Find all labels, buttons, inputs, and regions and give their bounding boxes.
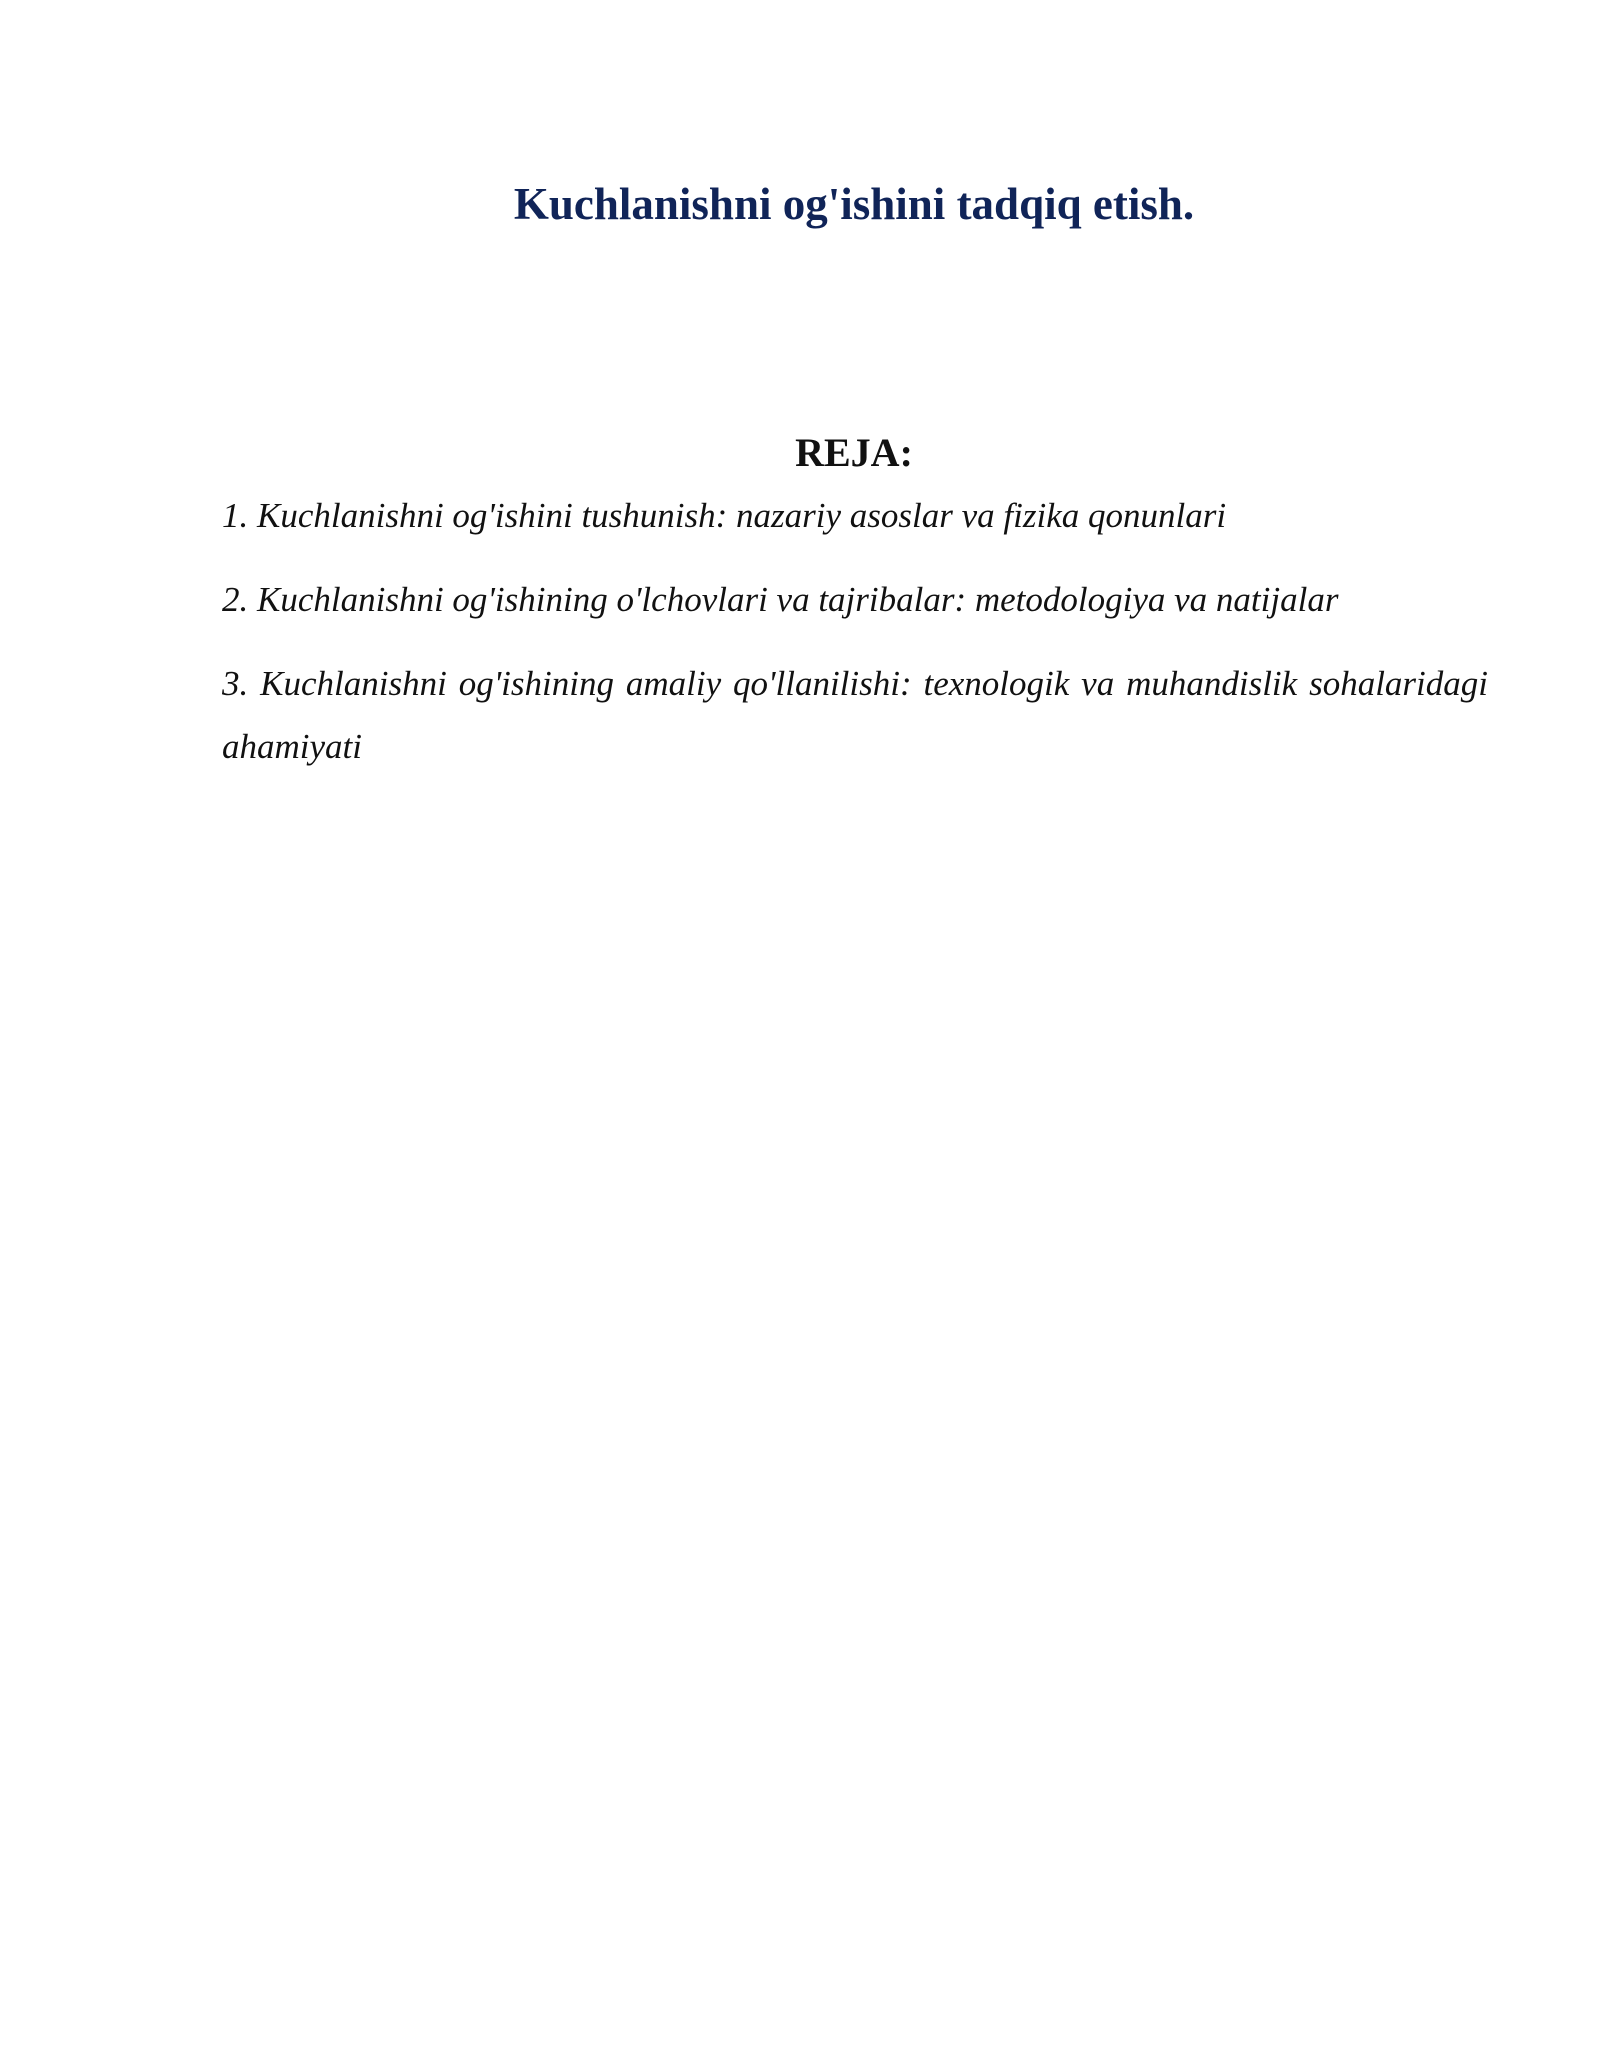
plan-list [222,484,1488,799]
plan-item-1: 1. Kuchlanishni og'ishini tushunish: nazariy asoslar va fizika qonunlari [222,496,1227,535]
plan-item-3: 3. Kuchlanishni og'ishining amaliy qo'llanilishi: texnologik va muhandislik sohalaridagi ahamiyati [222,664,1488,766]
document-title: Kuchlanishni og'ishini tadqiq etish. [513,179,1195,230]
plan-heading: REJA: [795,430,913,476]
plan-item-2: 2. Kuchlanishni og'ishining o'lchovlari va tajribalar: metodologiya va natijalar [222,580,1339,619]
